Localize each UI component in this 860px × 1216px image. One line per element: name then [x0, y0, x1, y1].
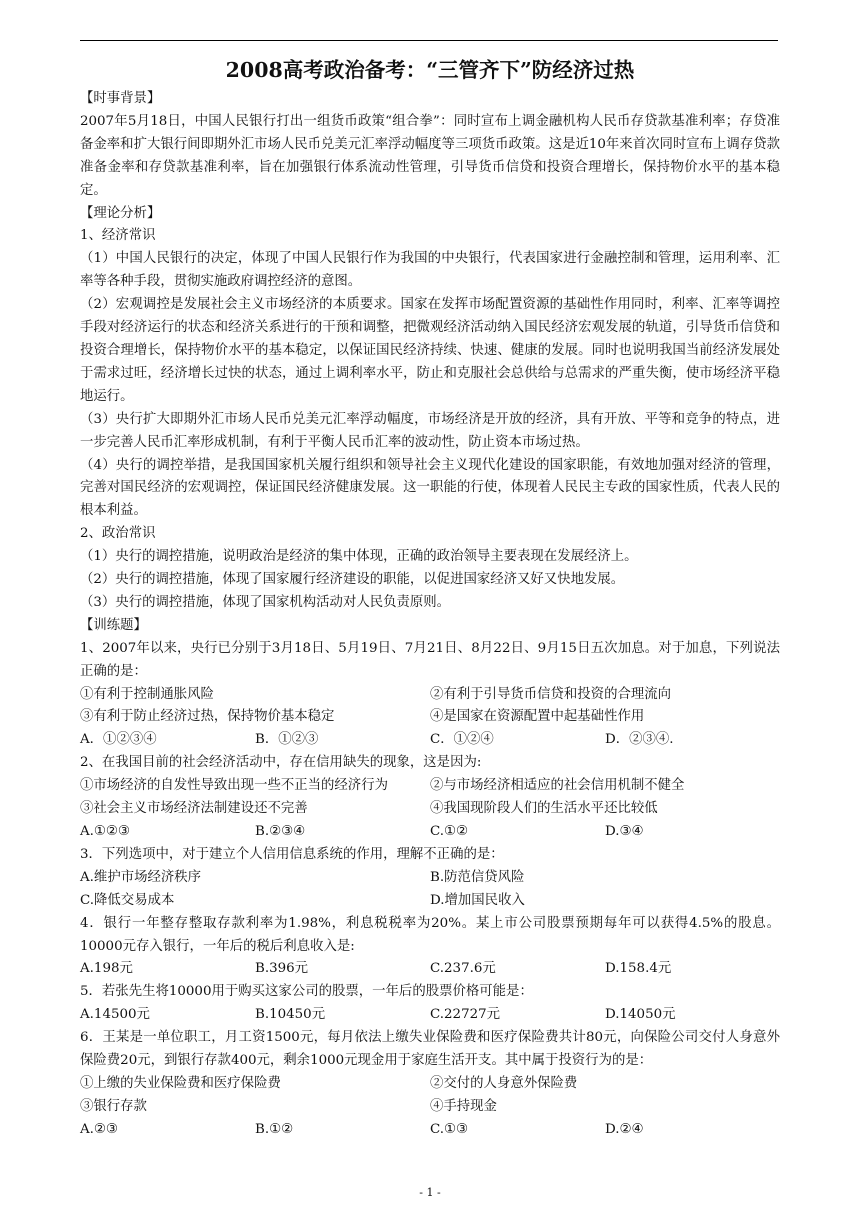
question-4-stem: 4．银行一年整存整取存款利率为1.98%，利息税税率为20%。某上市公司股票预期每年可以获得4.5%的股息。10000元存入银行，一年后的税后利息收入是: — [80, 915, 780, 954]
question-1-items-row — [80, 684, 780, 707]
question-5-stem: 5．若张先生将10000用于购买这家公司的股票，一年后的股票价格可能是： — [80, 984, 533, 1000]
choice-c: C.①③ — [430, 1121, 469, 1137]
question-6-item: ①上缴的失业保险费和医疗保险费 — [80, 1075, 281, 1091]
question-1-item: ④是国家在资源配置中起基础性作用 — [430, 709, 645, 725]
question-1-item: ③有利于防止经济过热，保持物价基本稳定 — [80, 709, 335, 725]
choice-d: D.158.4元 — [605, 961, 672, 977]
question-4-choices — [80, 958, 780, 981]
choice-b: B.10450元 — [255, 1007, 326, 1023]
choice-b: B.①② — [255, 1121, 294, 1137]
question-2-items-row — [80, 798, 780, 821]
question-6-stem: 6．王某是一单位职工，月工资1500元，每月依法上缴失业保险费和医疗保险费共计80元，向保险公司交付人身意外保险费20元，到银行存款400元，剩余1000元现金用于家庭生活开支。其中属于投资行为的是： — [80, 1030, 780, 1069]
question-6-item: ③银行存款 — [80, 1098, 147, 1114]
question-2-stem: 2、在我国目前的社会经济活动中，存在信用缺失的现象，这是因为: — [80, 755, 482, 771]
question-3-choices-row — [80, 867, 780, 890]
politics-point-1: （1）央行的调控措施，说明政治是经济的集中体现，正确的政治领导主要表现在发展经济上。 — [80, 549, 638, 565]
question-2-item: ④我国现阶段人们的生活水平还比较低 — [430, 801, 658, 817]
document-body — [80, 54, 780, 1142]
choice-a: A.14500元 — [80, 1007, 150, 1023]
question-2-choices — [80, 821, 780, 844]
choice-c: C.①② — [430, 824, 469, 839]
politics-point-2: （2）央行的调控措施，体现了国家履行经济建设的职能，以促进国家经济又好又快地发展。 — [80, 572, 625, 588]
choice-d: D．②③④. — [605, 732, 674, 748]
question-1-choices — [80, 729, 780, 752]
question-6-items-row — [80, 1096, 780, 1119]
page-title: 2008高考政治备考：“三管齐下”防经济过热 — [225, 58, 635, 82]
page-number: - 1 - — [419, 1186, 441, 1199]
question-1-stem: 1、2007年以来，央行已分别于3月18日、5月19日、7月21日、8月22日、9月15日五次加息。对于加息，下列说法正确的是： — [80, 640, 780, 679]
choice-c: C.237.6元 — [430, 961, 496, 977]
choice-c: C.降低交易成本 — [80, 892, 175, 908]
question-2-items-row — [80, 775, 780, 798]
section-heading-background: 【时事背景】 — [80, 91, 161, 106]
economics-point-1: （1）中国人民银行的决定，体现了中国人民银行作为我国的中央银行，代表国家进行金融控制和管理，运用利率、汇率等各种手段，贯彻实施政府调控经济的意图。 — [80, 251, 780, 290]
question-1-item: ②有利于引导货币信贷和投资的合理流向 — [430, 686, 672, 702]
question-6-items-row — [80, 1073, 780, 1096]
choice-a: A.①②③ — [80, 824, 130, 839]
question-6-item: ④手持现金 — [430, 1098, 497, 1114]
choice-c: C.22727元 — [430, 1007, 501, 1023]
question-3-stem: 3．下列选项中，对于建立个人信用信息系统的作用，理解不正确的是： — [80, 846, 504, 862]
question-6-item: ②交付的人身意外保险费 — [430, 1075, 578, 1091]
economics-point-4: （4）央行的调控举措，是我国国家机关履行组织和领导社会主义现代化建设的国家职能，有效地加强对经济的管理，完善对国民经济的宏观调控，保证国民经济健康发展。这一职能的行使，体现着人民民主专政的国家性质，代表人民的根本利益。 — [80, 457, 780, 519]
question-2-item: ①市场经济的自发性导致出现一些不正当的经济行为 — [80, 778, 388, 794]
choice-d: D.增加国民收入 — [430, 892, 525, 908]
politics-point-3: （3）央行的调控措施，体现了国家机构活动对人民负责原则。 — [80, 594, 451, 610]
question-3-choices-row — [80, 890, 780, 913]
choice-a: A.②③ — [80, 1121, 118, 1137]
question-6-choices — [80, 1119, 780, 1142]
subheading-politics: 2、政治常识 — [80, 526, 156, 542]
choice-b: B.防范信贷风险 — [430, 869, 525, 885]
choice-b: B.②③④ — [255, 824, 306, 839]
choice-d: D.③④ — [605, 824, 644, 839]
subheading-economics: 1、经济常识 — [80, 228, 156, 244]
section-heading-training: 【训练题】 — [80, 617, 147, 633]
section-heading-analysis: 【理论分析】 — [80, 205, 161, 221]
question-2-item: ②与市场经济相适应的社会信用机制不健全 — [430, 778, 685, 794]
question-2-item: ③社会主义市场经济法制建设还不完善 — [80, 801, 308, 817]
choice-b: B．①②③ — [255, 732, 319, 748]
choice-d: D.14050元 — [605, 1007, 676, 1023]
choice-a: A．①②③④ — [80, 732, 157, 748]
choice-d: D.②④ — [605, 1121, 644, 1137]
choice-c: C．①②④ — [430, 732, 494, 748]
question-1-item: ①有利于控制通胀风险 — [80, 686, 214, 702]
background-paragraph: 2007年5月18日，中国人民银行打出一组货币政策“组合拳”：同时宣布上调金融机构人民币存贷款基准利率；存贷准备金率和扩大银行间即期外汇市场人民币兑美元汇率浮动幅度等三项货币政策。这是近10年来首次同时宣布上调存贷款准备金率和存贷款基准利率，旨在加强银行体系流动性管理，引导货币信贷和投资合理增长，保持物价水平的基本稳定。 — [80, 113, 780, 198]
economics-point-2: （2）宏观调控是发展社会主义市场经济的本质要求。国家在发挥市场配置资源的基础性作用同时，利率、汇率等调控手段对经济运行的状态和经济关系进行的干预和调整，把微观经济活动纳入国民经济宏观发展的轨道，引导货币信贷和投资合理增长，保持物价水平的基本稳定，以保证国民经济持续、快速、健康的发展。同时也说明我国当前经济发展处于需求过旺，经济增长过快的状态，通过上调利率水平，防止和克服社会总供给与总需求的严重失衡，使市场经济平稳地运行。 — [80, 297, 780, 404]
question-1-items-row — [80, 706, 780, 729]
choice-b: B.396元 — [255, 961, 309, 977]
choice-a: A.198元 — [80, 961, 133, 977]
choice-a: A.维护市场经济秩序 — [80, 869, 202, 885]
question-5-choices — [80, 1004, 780, 1027]
header-rule — [80, 40, 778, 41]
economics-point-3: （3）央行扩大即期外汇市场人民币兑美元汇率浮动幅度，市场经济是开放的经济，具有开放、平等和竞争的特点，进一步完善人民币汇率形成机制，有利于平衡人民币汇率的波动性，防止资本市场过热。 — [80, 411, 780, 450]
